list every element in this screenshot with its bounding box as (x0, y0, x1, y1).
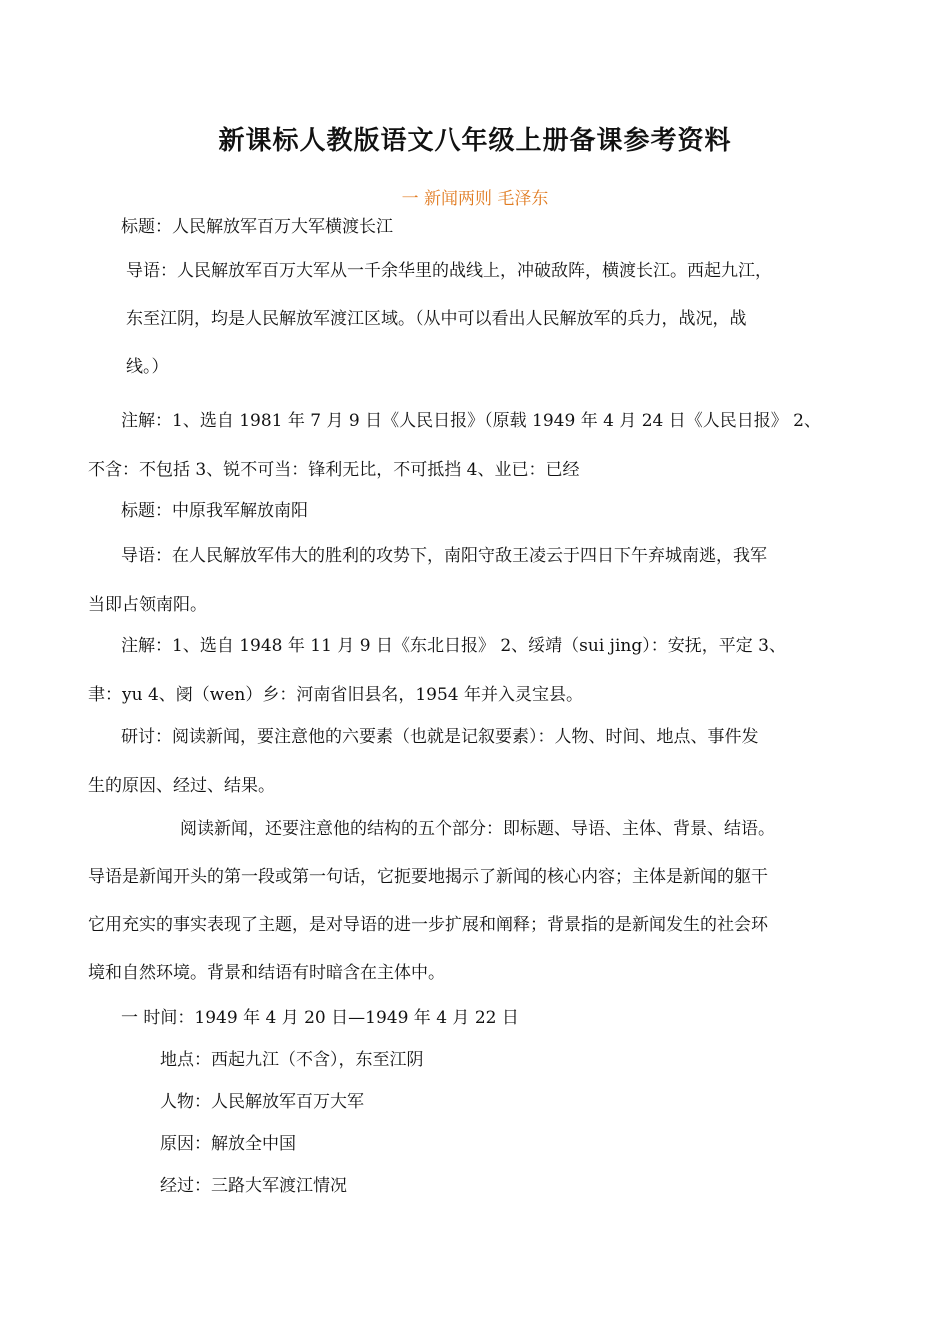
text-line: 注解：1、选自 1948 年 11 月 9 日《东北日报》 2、绥靖（sui jing）：安抚，平定 3、 (121, 636, 786, 656)
text-line: 原因：解放全中国 (160, 1134, 296, 1154)
text-line: 研讨：阅读新闻，要注意他的六要素（也就是记叙要素）：人物、时间、地点、事件发 (121, 727, 759, 747)
document-title: 新课标人教版语文八年级上册备课参考资料 (218, 126, 732, 156)
text-line: 人物：人民解放军百万大军 (160, 1092, 364, 1112)
text-line: 地点：西起九江（不含），东至江阴 (160, 1050, 424, 1070)
text-line: 东至江阴，均是人民解放军渡江区域。（从中可以看出人民解放军的兵力，战况，战 (126, 309, 747, 329)
text-line: 线。） (126, 357, 169, 377)
text-line: 注解：1、选自 1981 年 7 月 9 日《人民日报》（原载 1949 年 4 月 24 日《人民日报》 2、 (121, 411, 821, 431)
text-line: 不含：不包括 3、锐不可当：锋利无比，不可抵挡 4、业已：已经 (88, 460, 580, 480)
text-line: 聿：yu 4、阌（wen）乡：河南省旧县名，1954 年并入灵宝县。 (88, 685, 583, 705)
text-line: 生的原因、经过、结果。 (88, 776, 275, 796)
text-line: 当即占领南阳。 (88, 595, 207, 615)
text-line: 导语：在人民解放军伟大的胜利的攻势下，南阳守敌王凌云于四日下午弃城南逃，我军 (121, 546, 767, 566)
text-line: 经过：三路大军渡江情况 (160, 1176, 347, 1196)
text-line: 境和自然环境。背景和结语有时暗含在主体中。 (88, 963, 445, 983)
text-line: 导语：人民解放军百万大军从一千余华里的战线上，冲破敌阵，横渡长江。西起九江， (126, 261, 772, 281)
text-line: 导语是新闻开头的第一段或第一句话，它扼要地揭示了新闻的核心内容；主体是新闻的躯干 (88, 867, 768, 887)
text-line: 一 时间：1949 年 4 月 20 日—1949 年 4 月 22 日 (121, 1008, 519, 1028)
text-line: 标题：人民解放军百万大军横渡长江 (121, 217, 393, 237)
section-heading: 一 新闻两则 毛泽东 (401, 189, 549, 209)
text-line: 阅读新闻，还要注意他的结构的五个部分：即标题、导语、主体、背景、结语。 (180, 819, 775, 839)
text-line: 它用充实的事实表现了主题，是对导语的进一步扩展和阐释；背景指的是新闻发生的社会环 (88, 915, 768, 935)
text-line: 标题：中原我军解放南阳 (121, 501, 308, 521)
